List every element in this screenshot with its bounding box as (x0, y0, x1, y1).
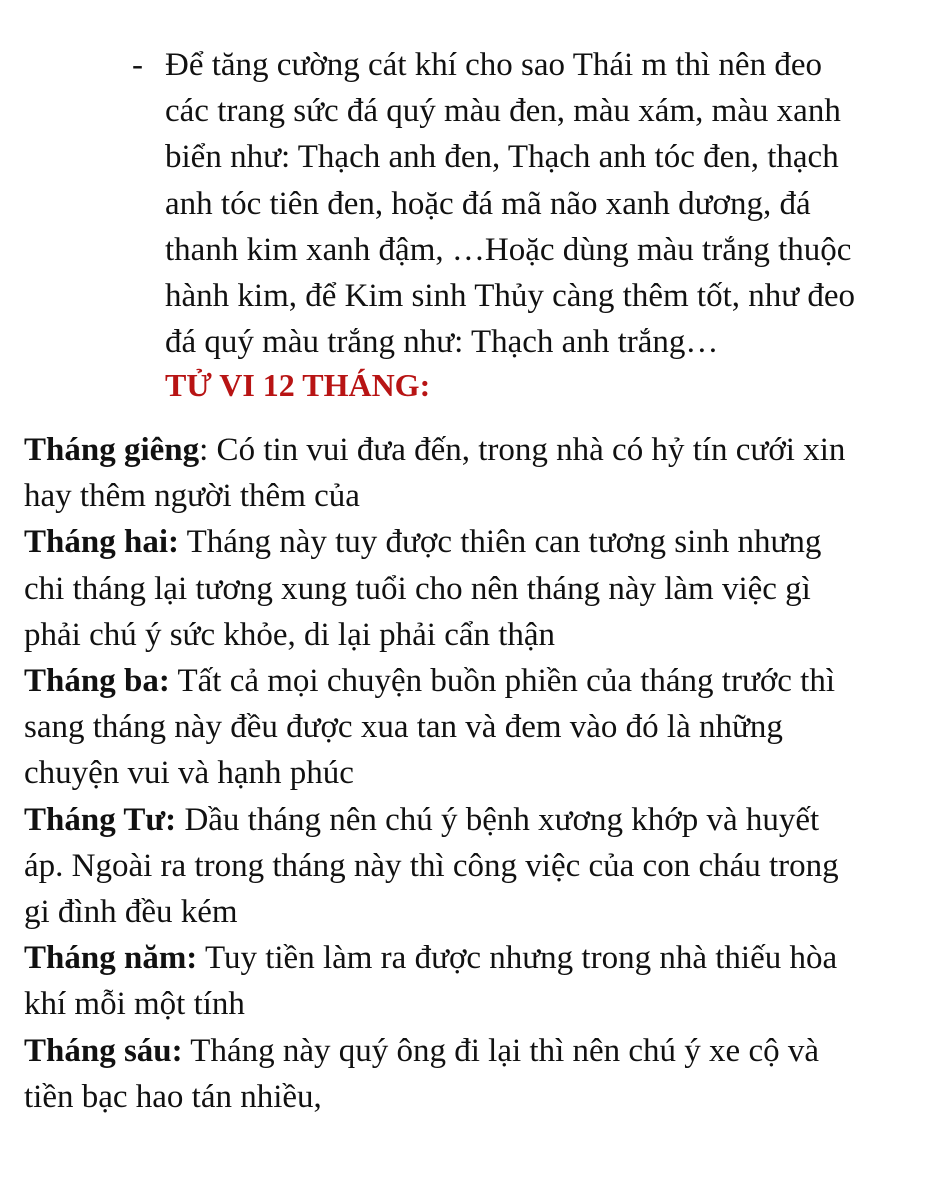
month-text-line: hay thêm người thêm của (24, 478, 360, 515)
month-text-line: khí mỗi một tính (24, 986, 245, 1023)
month-label: Tháng hai: (24, 524, 179, 561)
month-text: : Có tin vui đưa đến, trong nhà có hỷ tín cưới xin (199, 432, 846, 468)
month-first-line (24, 797, 914, 843)
month-text: Tháng này tuy được thiên can tương sinh nhưng (178, 524, 822, 561)
bullet-line: đá quý màu trắng như: Thạch anh trắng… (165, 324, 719, 361)
month-text-line: phải chú ý sức khỏe, di lại phải cẩn thận (24, 616, 556, 653)
month-first-line (24, 519, 914, 565)
month-entry-4 (24, 797, 914, 936)
month-text-line: sang tháng này đều được xua tan và đem vào đó là những (24, 709, 783, 746)
month-text-line: chuyện vui và hạnh phúc (24, 755, 354, 792)
month-entry-6 (24, 1028, 914, 1120)
month-entry-3 (24, 658, 914, 797)
bullet-line: thanh kim xanh đậm, …Hoặc dùng màu trắng thuộc (165, 231, 852, 268)
month-first-line (24, 427, 914, 473)
month-label: Tháng sáu: (24, 1032, 183, 1069)
month-text: Tuy tiền làm ra được nhưng trong nhà thiếu hòa (197, 940, 838, 977)
month-label: Tháng giêng (24, 432, 200, 468)
month-first-line (24, 1028, 914, 1074)
bullet-text (165, 42, 912, 365)
bullet-line: anh tóc tiên đen, hoặc đá mã não xanh dương, đá (165, 185, 811, 222)
bullet-dash: - (132, 47, 143, 83)
bullet-line: Để tăng cường cát khí cho sao Thái m thì nên đeo (165, 47, 822, 83)
month-text: Tất cả mọi chuyện buồn phiền của tháng trước thì (169, 663, 836, 700)
monthly-forecast-list (24, 427, 914, 1120)
bullet-line: các trang sức đá quý màu đen, màu xám, màu xanh (165, 93, 841, 130)
month-text: Dầu tháng nên chú ý bệnh xương khớp và huyết (176, 801, 820, 838)
bullet-line: hành kim, để Kim sinh Thủy càng thêm tốt, như đeo (165, 278, 856, 315)
month-text-line: gi đình đều kém (24, 894, 238, 931)
month-label: Tháng năm: (24, 940, 198, 977)
month-text-line: chi tháng lại tương xung tuổi cho nên tháng này làm việc gì (24, 570, 811, 607)
month-first-line (24, 658, 914, 704)
bullet-line: biển như: Thạch anh đen, Thạch anh tóc đen, thạch (165, 139, 839, 176)
month-text-line: tiền bạc hao tán nhiều, (24, 1078, 322, 1115)
gemstone-advice-paragraph (132, 42, 912, 365)
month-label: Tháng Tư: (24, 801, 177, 838)
month-entry-5 (24, 935, 914, 1027)
month-text: Tháng này quý ông đi lại thì nên chú ý xe cộ và (182, 1032, 819, 1069)
month-entry-2 (24, 519, 914, 658)
month-text-line: áp. Ngoài ra trong tháng này thì công việc của con cháu trong (24, 847, 839, 884)
month-entry-1 (24, 427, 914, 519)
month-first-line (24, 935, 914, 981)
section-heading: TỬ VI 12 THÁNG: (165, 367, 431, 403)
month-label: Tháng ba: (24, 663, 170, 700)
